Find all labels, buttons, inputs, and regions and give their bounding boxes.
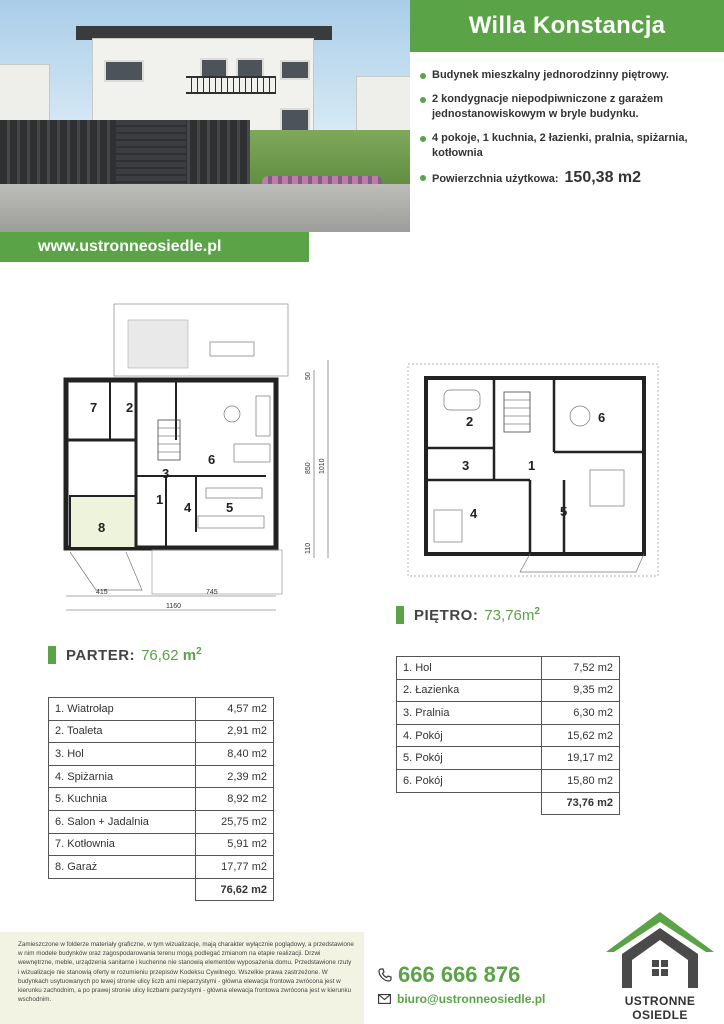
feature-item: Budynek mieszkalny jednorodzinny piętrowy. (420, 68, 716, 83)
bed (434, 510, 462, 542)
house-garage-door (116, 120, 186, 184)
room-number: 4 (470, 506, 478, 521)
room-area: 17,77 m2 (196, 856, 274, 879)
coffee-table (224, 406, 240, 422)
table-row (397, 679, 620, 702)
upper-floor-plan-drawing (404, 360, 664, 580)
phone-icon (378, 968, 392, 982)
house-logo-icon (602, 908, 718, 992)
feature-item: 2 kondygnacje niepodpiwniczone z garażem jednostanowiskowym w bryle budynku. (420, 92, 716, 122)
table-row (397, 702, 620, 725)
room-name: 1. Hol (397, 657, 542, 680)
room-number: 5 (560, 504, 568, 519)
room-area: 15,80 m2 (542, 769, 620, 792)
room-name: 5. Pokój (397, 747, 542, 770)
table-row (397, 769, 620, 792)
usable-area-value: 150,38 m2 (564, 169, 642, 186)
room-area: 7,52 m2 (542, 657, 620, 680)
room-area: 2,91 m2 (196, 720, 274, 743)
house-window (200, 58, 228, 78)
balcony-outline (520, 554, 644, 572)
room-name: 2. Łazienka (397, 679, 542, 702)
room-area: 5,91 m2 (196, 833, 274, 856)
table-row (49, 810, 274, 833)
title-banner (410, 0, 724, 52)
room-name: 3. Hol (49, 743, 196, 766)
company-logo (602, 908, 718, 1022)
ground-floor-plan (56, 300, 346, 620)
room-number: 6 (208, 452, 216, 467)
room-number: 5 (226, 500, 234, 515)
entrance-terrace (152, 550, 282, 594)
room-name: 6. Salon + Jadalnia (49, 810, 196, 833)
table-total-row (49, 878, 274, 901)
table-total-row (397, 792, 620, 815)
house-window (236, 58, 264, 78)
terrace-table (210, 342, 254, 356)
legal-disclaimer: Zamieszczone w folderze materiały graficzne, w tym wizualizacje, mają charakter wyłącznie poglądowy, a przedstawione w nim modele budynków oraz zagospodarowania terenu mogą podlegać zmianom na etapie realizacji. Drzwi wewnętrzne, meble, urządzenia sanitarne i kuchenne nie stanowią elementów wyposażenia domu. Przedstawione rzuty i wizualizacje nie stanowią oferty w rozumieniu przepisów Kodeksu Cywilnego. Wszelkie prawa zastrzeżone. W budynkach usytuowanych po lewej stronie ulicy liczb ami nieparzystymi - główna elewacja frontowa zwrócona jest w kierunku zachodnim, a po prawej stronie ulicy liczbami parzystymi - główna elewacja frontowa zwrócona jest w kierunku wschodnim. (0, 932, 364, 1024)
page-title: Willa Konstancja (468, 12, 666, 39)
pietro-area-table (396, 656, 620, 815)
upper-floor-plan (404, 360, 664, 580)
table-row (49, 856, 274, 879)
room-name: 4. Spiżarnia (49, 765, 196, 788)
phone-number[interactable]: 666 666 876 (398, 962, 521, 987)
room-number: 3 (462, 458, 470, 473)
house-pavement (0, 184, 410, 232)
parter-area-table (48, 697, 274, 901)
feature-list (420, 68, 716, 196)
room-name: 7. Kotłownia (49, 833, 196, 856)
house-balcony (186, 76, 276, 94)
parter-area (141, 646, 202, 664)
table-row (397, 657, 620, 680)
room-area: 19,17 m2 (542, 747, 620, 770)
room-area: 8,92 m2 (196, 788, 274, 811)
dimension-label: 850 (305, 462, 312, 474)
room-area: 9,35 m2 (542, 679, 620, 702)
feature-item: 4 pokoje, 1 kuchnia, 2 łazienki, pralnia, spiżarnia, kotłownia (420, 131, 716, 161)
section-marker (396, 606, 404, 624)
dining-table (234, 444, 270, 462)
room-area: 15,62 m2 (542, 724, 620, 747)
room-number: 1 (156, 492, 164, 507)
room-area: 6,30 m2 (542, 702, 620, 725)
parter-area-sup: 2 (196, 646, 202, 657)
dimension-label: 745 (206, 589, 218, 596)
room-name: 3. Pralnia (397, 702, 542, 725)
dimension-label: 50 (305, 372, 312, 380)
bed (590, 470, 624, 506)
room-area: 25,75 m2 (196, 810, 274, 833)
room-number: 6 (598, 410, 606, 425)
room-area: 2,39 m2 (196, 765, 274, 788)
room-number: 2 (126, 400, 134, 415)
sofa (256, 396, 270, 436)
parter-area-unit: m (182, 647, 197, 664)
parter-heading (48, 646, 202, 664)
table-row (397, 724, 620, 747)
kitchen-counter (206, 488, 262, 498)
stairs (504, 392, 530, 432)
house-window (104, 60, 144, 82)
website-link[interactable]: www.ustronneosiedle.pl (38, 238, 222, 255)
room-number: 7 (90, 400, 98, 415)
mail-icon (378, 994, 391, 1004)
room-number: 8 (98, 520, 106, 535)
room-name: 8. Garaż (49, 856, 196, 879)
pietro-heading (396, 606, 540, 624)
usable-area-label: Powierzchnia użytkowa: (432, 173, 559, 185)
pietro-area (484, 606, 540, 624)
pietro-area-sup: 2 (534, 606, 540, 617)
room-name: 5. Kuchnia (49, 788, 196, 811)
dimension-label: 415 (96, 589, 108, 596)
phone-contact[interactable] (378, 962, 520, 988)
dimension-label: 1010 (319, 458, 326, 474)
driveway-canopy (70, 552, 142, 590)
table-row (49, 743, 274, 766)
house-visualization-image (0, 0, 410, 232)
table-row (49, 698, 274, 721)
kitchen-units (198, 516, 264, 528)
room-number: 4 (184, 500, 192, 515)
room-number: 3 (162, 466, 170, 481)
email-address[interactable]: biuro@ustronneosiedle.pl (397, 992, 546, 1006)
ground-floor-plan-drawing (56, 300, 346, 620)
table-row (49, 833, 274, 856)
total-area: 73,76 m2 (542, 792, 620, 815)
neighbor-house-left (0, 64, 50, 124)
room-number: 1 (528, 458, 536, 473)
table-row (397, 747, 620, 770)
pietro-area-number: 73,76m (484, 607, 535, 624)
room-name: 1. Wiatrołap (49, 698, 196, 721)
house-window (280, 60, 310, 80)
table-row (49, 720, 274, 743)
room-name: 2. Toaleta (49, 720, 196, 743)
room-name: 6. Pokój (397, 769, 542, 792)
terrace-paving (128, 320, 188, 368)
round-table (570, 406, 590, 426)
neighbor-house-right (356, 76, 410, 132)
room-area: 4,57 m2 (196, 698, 274, 721)
website-banner (0, 232, 309, 262)
section-marker (48, 646, 56, 664)
email-contact[interactable] (378, 992, 545, 1006)
total-area: 76,62 m2 (196, 878, 274, 901)
table-row (49, 788, 274, 811)
parter-area-number: 76,62 (141, 647, 179, 664)
logo-text: USTRONNE OSIEDLE (624, 994, 696, 1022)
parter-label: PARTER: (66, 646, 136, 664)
bathtub (444, 390, 480, 410)
dimension-label: 110 (305, 542, 312, 554)
room-name: 4. Pokój (397, 724, 542, 747)
pietro-label: PIĘTRO: (414, 606, 479, 624)
room-number: 2 (466, 414, 474, 429)
dimension-label: 1160 (166, 603, 182, 610)
table-row (49, 765, 274, 788)
room-area: 8,40 m2 (196, 743, 274, 766)
feature-item-area (420, 170, 716, 187)
